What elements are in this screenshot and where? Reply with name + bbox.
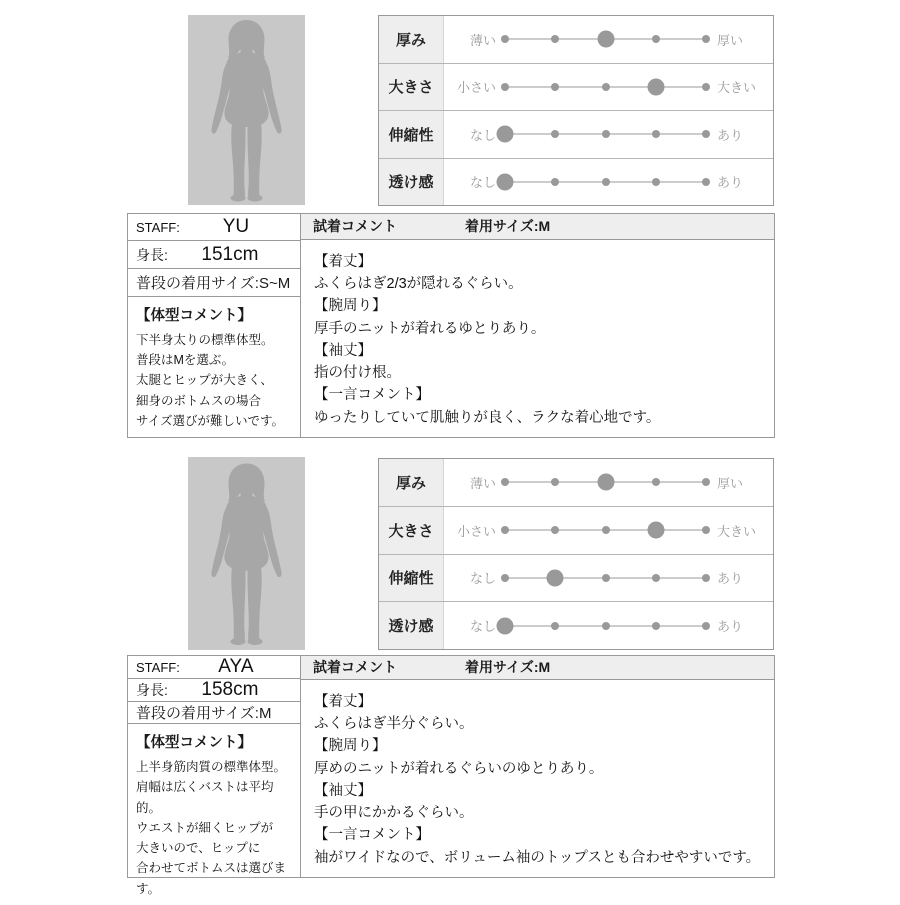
body-comment-line: 太腿とヒップが大きく、 [136,373,273,388]
rating-dot [652,574,660,582]
rating-dot [652,478,660,486]
body-comment-line: ウエストが細くヒップが [136,820,274,835]
body-comment-line: 細身のボトムスの場合 [136,393,262,408]
rating-label: 伸縮性 [379,111,444,158]
body-type-comment [128,297,300,437]
body-type-comment [128,724,300,905]
rating-dot [501,526,509,534]
rating-row-size [379,507,773,555]
rating-dot [702,478,710,486]
worn-size: 着用サイズ:M [465,659,551,676]
rating-label: 透け感 [379,159,444,206]
rating-track [505,602,706,649]
staff-label: STAFF: [136,219,180,235]
scale-min-label: 薄い [469,32,496,48]
rating-dot [702,574,710,582]
rating-label: 厚み [379,459,444,506]
comment-line: ゆったりしていて肌触りが良く、ラクな着心地です。 [314,409,661,426]
worn-size: 着用サイズ:M [465,218,551,235]
rating-dot [702,622,710,630]
fitting-comment-header [301,656,774,680]
height-label: 身長: [136,246,168,263]
fitting-comment-body [301,240,774,437]
body-comment-line: 普段はMを選ぶ。 [136,353,235,368]
scale-min-label: なし [469,127,496,143]
rating-dot [501,35,509,43]
fitting-comment-body [301,680,774,877]
rating-dot [602,130,610,138]
ratings-table [378,458,774,650]
rating-dot-selected [597,474,614,491]
fitting-comment-header [301,214,774,240]
rating-label: 伸縮性 [379,555,444,602]
rating-dot [652,35,660,43]
comment-line: 【袖丈】 [314,342,372,359]
staff-name-row [128,656,300,679]
rating-dot [702,178,710,186]
rating-dot-selected [547,569,564,586]
staff-info-table [127,213,775,438]
comment-line: 厚めのニットが着れるぐらいのゆとりあり。 [314,760,604,777]
scale-max-label: 大きい [717,80,757,96]
staff-name: YU [222,216,250,238]
rating-dot [551,130,559,138]
body-comment-title: 【体型コメント】 [136,735,252,751]
rating-track [505,159,706,206]
usual-size: 普段の着用サイズ:M [136,705,272,722]
rating-track [505,507,706,554]
staff-info-table [127,655,775,896]
rating-row-size [379,64,773,112]
rating-row-sheerness [379,602,773,649]
body-comment-line: 合わせてボトムスは選びます。 [136,861,287,896]
scale-max-label: 厚い [717,475,744,491]
rating-dot-selected [497,126,514,143]
rating-dot [551,83,559,91]
scale-min-label: なし [469,619,496,635]
rating-dot [602,178,610,186]
staff-height-row [128,679,300,702]
scale-max-label: 大きい [717,523,757,539]
staff-height: 151cm [201,243,259,265]
rating-dot [702,130,710,138]
comment-line: 【着丈】 [314,253,372,270]
comment-line: ふくらはぎ半分ぐらい。 [314,715,474,732]
body-silhouette-image [188,15,305,205]
rating-dot [551,526,559,534]
rating-dot [501,83,509,91]
staff-label: STAFF: [136,659,180,675]
comment-line: 指の付け根。 [314,365,401,382]
body-comment-line: サイズ選びが難しいです。 [136,413,285,428]
staff-height: 158cm [201,679,259,700]
rating-dot-selected [597,31,614,48]
rating-track [505,64,706,111]
staff-height-row [128,241,300,269]
comment-line: 手の甲にかかるぐらい。 [314,805,474,822]
rating-dot [501,478,509,486]
body-comment-line: 上半身筋肉質の標準体型。 [136,760,287,774]
scale-max-label: あり [717,571,744,587]
body-comment-line: 肩幅は広くバストは平均的。 [136,780,274,815]
comment-line: 厚手のニットが着れるゆとりあり。 [314,320,546,337]
rating-dot-selected [497,173,514,190]
rating-dot-selected [497,617,514,634]
fitting-comment-title: 試着コメント [313,218,397,235]
rating-dot [551,35,559,43]
rating-track [505,459,706,506]
rating-track [505,16,706,63]
rating-label: 大きさ [379,507,444,554]
scale-min-label: なし [469,571,496,587]
rating-dot [652,622,660,630]
rating-dot-selected [647,78,664,95]
height-label: 身長: [136,682,168,698]
rating-row-thickness [379,16,773,64]
rating-track [505,111,706,158]
comment-line: 袖がワイドなので、ボリューム袖のトップスとも合わせやすいです。 [314,849,761,866]
rating-row-stretch [379,111,773,159]
comment-line: ふくらはぎ2/3が隠れるぐらい。 [314,275,523,292]
rating-dot [551,478,559,486]
comment-line: 【袖丈】 [314,782,372,799]
rating-label: 透け感 [379,602,444,649]
rating-dot [602,622,610,630]
rating-dot [551,178,559,186]
rating-label: 厚み [379,16,444,63]
rating-dot [551,622,559,630]
scale-max-label: あり [717,127,744,143]
rating-dot [602,574,610,582]
scale-max-label: あり [717,175,744,191]
comment-line: 【着丈】 [314,693,372,710]
scale-min-label: 小さい [456,523,496,539]
rating-dot [652,178,660,186]
female-silhouette-icon [188,457,305,650]
comment-line: 【腕周り】 [314,738,387,755]
usual-size: 普段の着用サイズ:S~M [136,275,291,293]
rating-row-stretch [379,555,773,603]
scale-min-label: 薄い [469,475,496,491]
rating-track [505,555,706,602]
fitting-comment-title: 試着コメント [313,659,397,676]
staff-name: AYA [218,656,254,677]
scale-max-label: あり [717,619,744,635]
ratings-table [378,15,774,206]
scale-min-label: なし [469,175,496,191]
rating-dot [602,83,610,91]
rating-label: 大きさ [379,64,444,111]
body-comment-title: 【体型コメント】 [136,307,252,324]
rating-dot [602,526,610,534]
rating-dot [652,130,660,138]
body-comment-line: 下半身太りの標準体型。 [136,332,274,347]
comment-line: 【一言コメント】 [314,827,430,844]
rating-dot [702,35,710,43]
rating-row-sheerness [379,159,773,206]
comment-line: 【一言コメント】 [314,387,430,404]
rating-dot [501,574,509,582]
usual-size-row [128,269,300,296]
rating-dot [702,83,710,91]
scale-min-label: 小さい [456,80,496,96]
rating-dot-selected [647,522,664,539]
rating-row-thickness [379,459,773,507]
body-silhouette-image [188,457,305,650]
comment-line: 【腕周り】 [314,298,387,315]
scale-max-label: 厚い [717,32,744,48]
body-comment-line: 大きいので、ヒップに [136,841,261,855]
female-silhouette-icon [188,15,305,205]
rating-dot [702,526,710,534]
usual-size-row [128,702,300,724]
staff-name-row [128,214,300,241]
